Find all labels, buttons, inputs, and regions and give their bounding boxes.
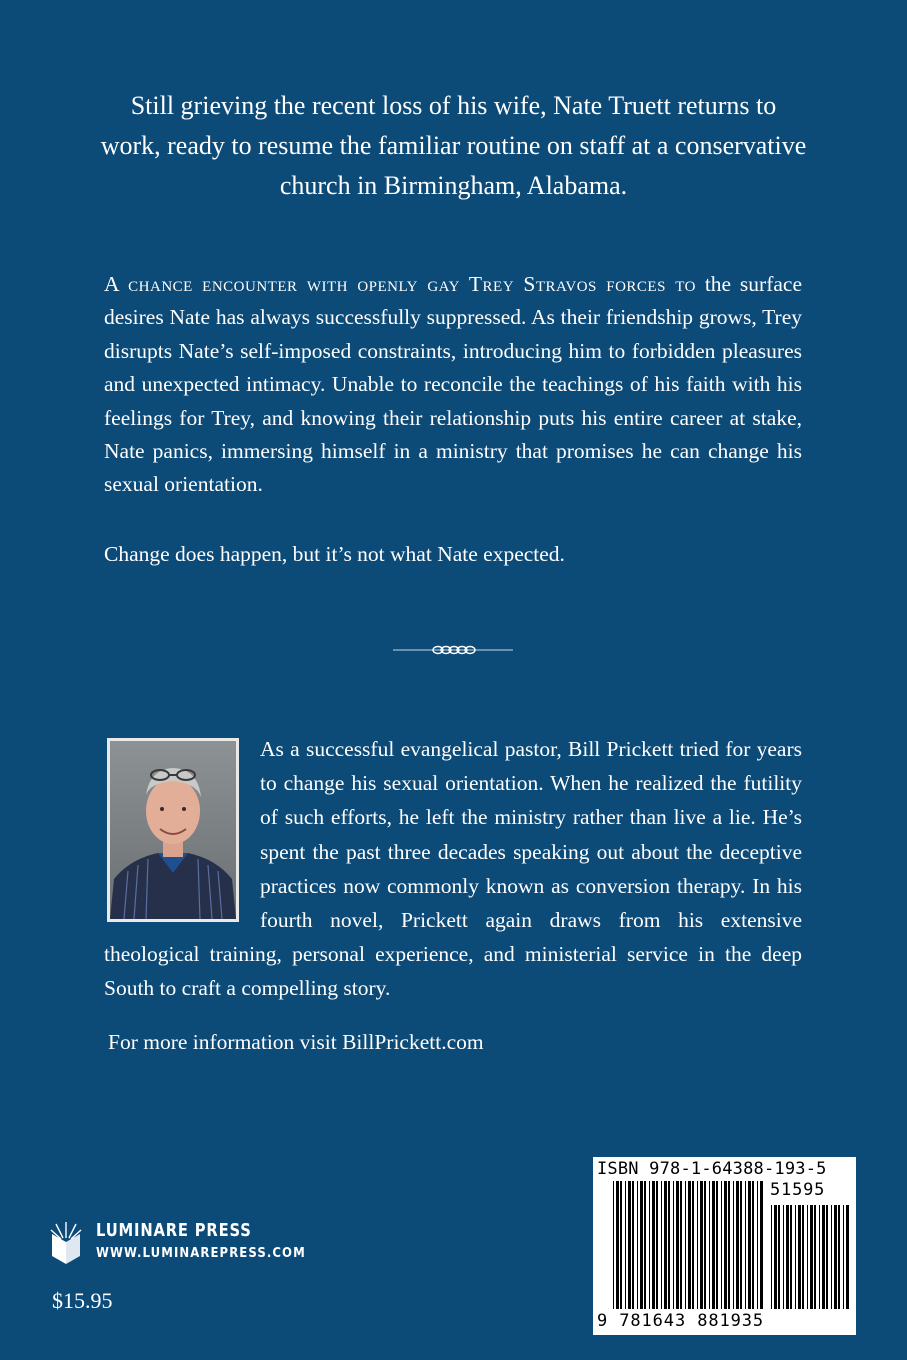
synopsis-body: the surface desires Nate has always successfully suppressed. As their friendship grows, Trey disrupts Nate’s self-imposed constraints, introducing him to forbidden pleasures and unexpected intimacy. Unable to reconcile the teachings of his faith with his feelings for Trey, and knowing their relationship puts his entire career at stake, Nate panics, immersing himself in a ministry that promises he can change his sexual orientation. — [104, 272, 802, 497]
author-bio-text: As a successful evangelical pastor, Bill Prickett tried for years to change his sexual orientation. When he realized the futility of such efforts, he left the ministry rather than live a lie. He’s spent the past three decades speaking out about the deceptive practices now commonly known as conversion therapy. In his fourth novel, Prickett again draws from his extensive theological training, personal experience, and ministerial service in the deep South to craft a compelling story. — [104, 737, 802, 1001]
website-link: For more information visit BillPrickett.com — [108, 1030, 484, 1054]
author-bio — [104, 732, 802, 1006]
isbn-barcode — [593, 1157, 856, 1335]
synopsis-lead-in: A chance encounter with openly gay Trey Stravos forces to — [104, 272, 696, 296]
publisher-block — [50, 1218, 350, 1268]
closing-line: Change does happen, but it’s not what Nate expected. — [104, 542, 565, 566]
price-code: 51595 — [770, 1180, 826, 1200]
isbn-number: ISBN 978-1-64388-193-5 — [597, 1159, 827, 1179]
price: $15.95 — [52, 1288, 113, 1313]
synopsis — [104, 268, 802, 502]
ornament-divider — [393, 642, 513, 658]
book-logo-icon — [50, 1220, 82, 1266]
barcode-digits: 9 781643 881935 — [597, 1311, 765, 1331]
publisher-name: LUMINARE PRESS — [96, 1220, 252, 1241]
publisher-url: WWW.LUMINAREPRESS.COM — [96, 1246, 306, 1261]
barcode-bars — [593, 1157, 856, 1335]
tagline: Still grieving the recent loss of his wife, Nate Truett returns to work, ready to resume the familiar routine on staff at a conservative church in Birmingham, Alabama. — [100, 91, 807, 200]
